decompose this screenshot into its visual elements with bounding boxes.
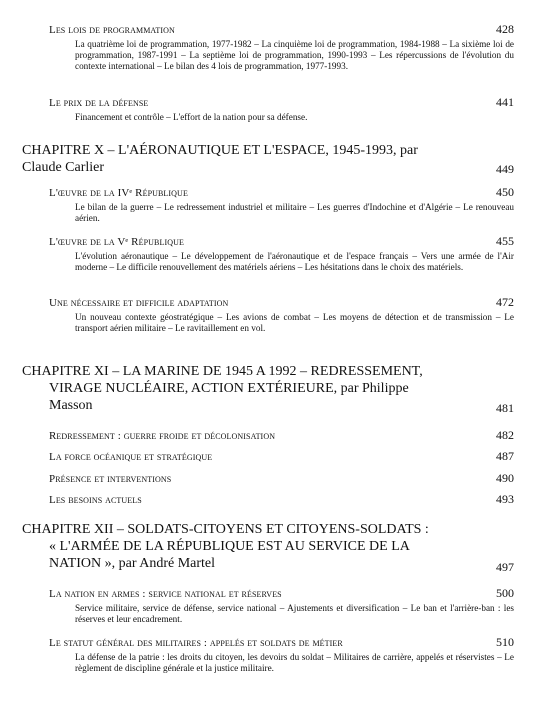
- chapter-title-line: Masson: [49, 398, 93, 413]
- page-number: 441: [496, 95, 514, 109]
- page-number: 449: [496, 162, 514, 176]
- page-number: 450: [496, 185, 514, 199]
- section-title: Le statut général des militaires : appelés et soldats de métier: [49, 637, 343, 649]
- page-number: 493: [496, 492, 514, 506]
- page-number: 500: [496, 586, 514, 600]
- chapter-title-line: CHAPITRE XII – SOLDATS-CITOYENS ET CITOYENS-SOLDATS :: [22, 522, 429, 537]
- section-title: L'œuvre de la IVᵉ République: [49, 187, 188, 199]
- section-title: Présence et interventions: [49, 473, 172, 485]
- section-title: Une nécessaire et difficile adaptation: [49, 297, 229, 309]
- section-description: L'évolution aéronautique – Le développement de l'aéronautique et de l'espace français – Vers une armée de l'Air moderne – Le difficile renouvellement des matériels aériens – Les hésitations dans le choix des matériels.: [75, 251, 514, 273]
- toc-section: [49, 428, 514, 443]
- toc-section: [49, 185, 514, 224]
- chapter-title-line: VIRAGE NUCLÉAIRE, ACTION EXTÉRIEURE, par Philippe: [49, 381, 409, 396]
- chapter-title-line: « L'ARMÉE DE LA RÉPUBLIQUE EST AU SERVICE DE LA: [49, 539, 410, 554]
- section-description: Le bilan de la guerre – Le redressement industriel et militaire – Les guerres d'Indochine et d'Algérie – Le renouveau aérien.: [75, 202, 514, 224]
- section-description: Financement et contrôle – L'effort de la nation pour sa défense.: [75, 112, 308, 122]
- toc-section: [49, 95, 514, 123]
- chapter-title-line: CHAPITRE X – L'AÉRONAUTIQUE ET L'ESPACE, 1945-1993, par: [22, 143, 418, 158]
- section-title: La nation en armes : service national et réserves: [49, 588, 282, 600]
- toc-section: [49, 449, 514, 464]
- page-number: 455: [496, 234, 514, 248]
- toc-section: [49, 492, 514, 507]
- toc-section: [49, 22, 514, 73]
- chapter-heading: [22, 363, 514, 414]
- toc-section: [49, 295, 514, 334]
- toc-section: [49, 471, 514, 486]
- section-title: L'œuvre de la Vᵉ République: [49, 236, 184, 248]
- section-title: Redressement : guerre froide et décolonisation: [49, 430, 276, 442]
- page-number: 510: [496, 635, 514, 649]
- section-description: La quatrième loi de programmation, 1977-1982 – La cinquième loi de programmation, 1984-1988 – La sixième loi de programmation, 1987-1991 – La septième loi de programmation, 1990-1993 – Les répercussions de l'évolution du contexte international – Le bilan des 4 lois de programmation, 1977-1993.: [75, 39, 514, 72]
- section-description: Un nouveau contexte géostratégique – Les avions de combat – Les moyens de détection et de transmission – Le transport aérien militaire – Le ravitaillement en vol.: [75, 312, 514, 334]
- chapter-title-line: CHAPITRE XI – LA MARINE DE 1945 A 1992 – REDRESSEMENT,: [22, 364, 423, 379]
- page-number: 481: [496, 401, 514, 415]
- section-title: Les lois de programmation: [49, 24, 175, 36]
- page-number: 472: [496, 295, 514, 309]
- page-number: 487: [496, 449, 514, 463]
- section-title: Les besoins actuels: [49, 494, 142, 506]
- page-number: 497: [496, 560, 514, 574]
- page-number: 490: [496, 471, 514, 485]
- toc-section: [49, 234, 514, 273]
- chapter-title-line: Claude Carlier: [22, 160, 105, 175]
- section-description: Service militaire, service de défense, service national – Ajustements et diversification – Le ban et l'arrière-ban : les réserves et leur encadrement.: [75, 603, 514, 625]
- toc-section: [49, 586, 514, 625]
- page-number: 482: [496, 428, 514, 442]
- chapter-title-line: NATION », par André Martel: [49, 556, 216, 571]
- section-description: La défense de la patrie : les droits du citoyen, les devoirs du soldat – Militaires de carrière, appelés et réservistes – Le règlement de discipline générale et la justice militaire.: [75, 652, 514, 674]
- section-title: La force océanique et stratégique: [49, 451, 213, 463]
- toc-section: [49, 635, 514, 674]
- page-number: 428: [496, 22, 514, 36]
- section-title: Le prix de la défense: [49, 97, 149, 109]
- chapter-heading: [22, 521, 514, 572]
- chapter-heading: [22, 142, 514, 176]
